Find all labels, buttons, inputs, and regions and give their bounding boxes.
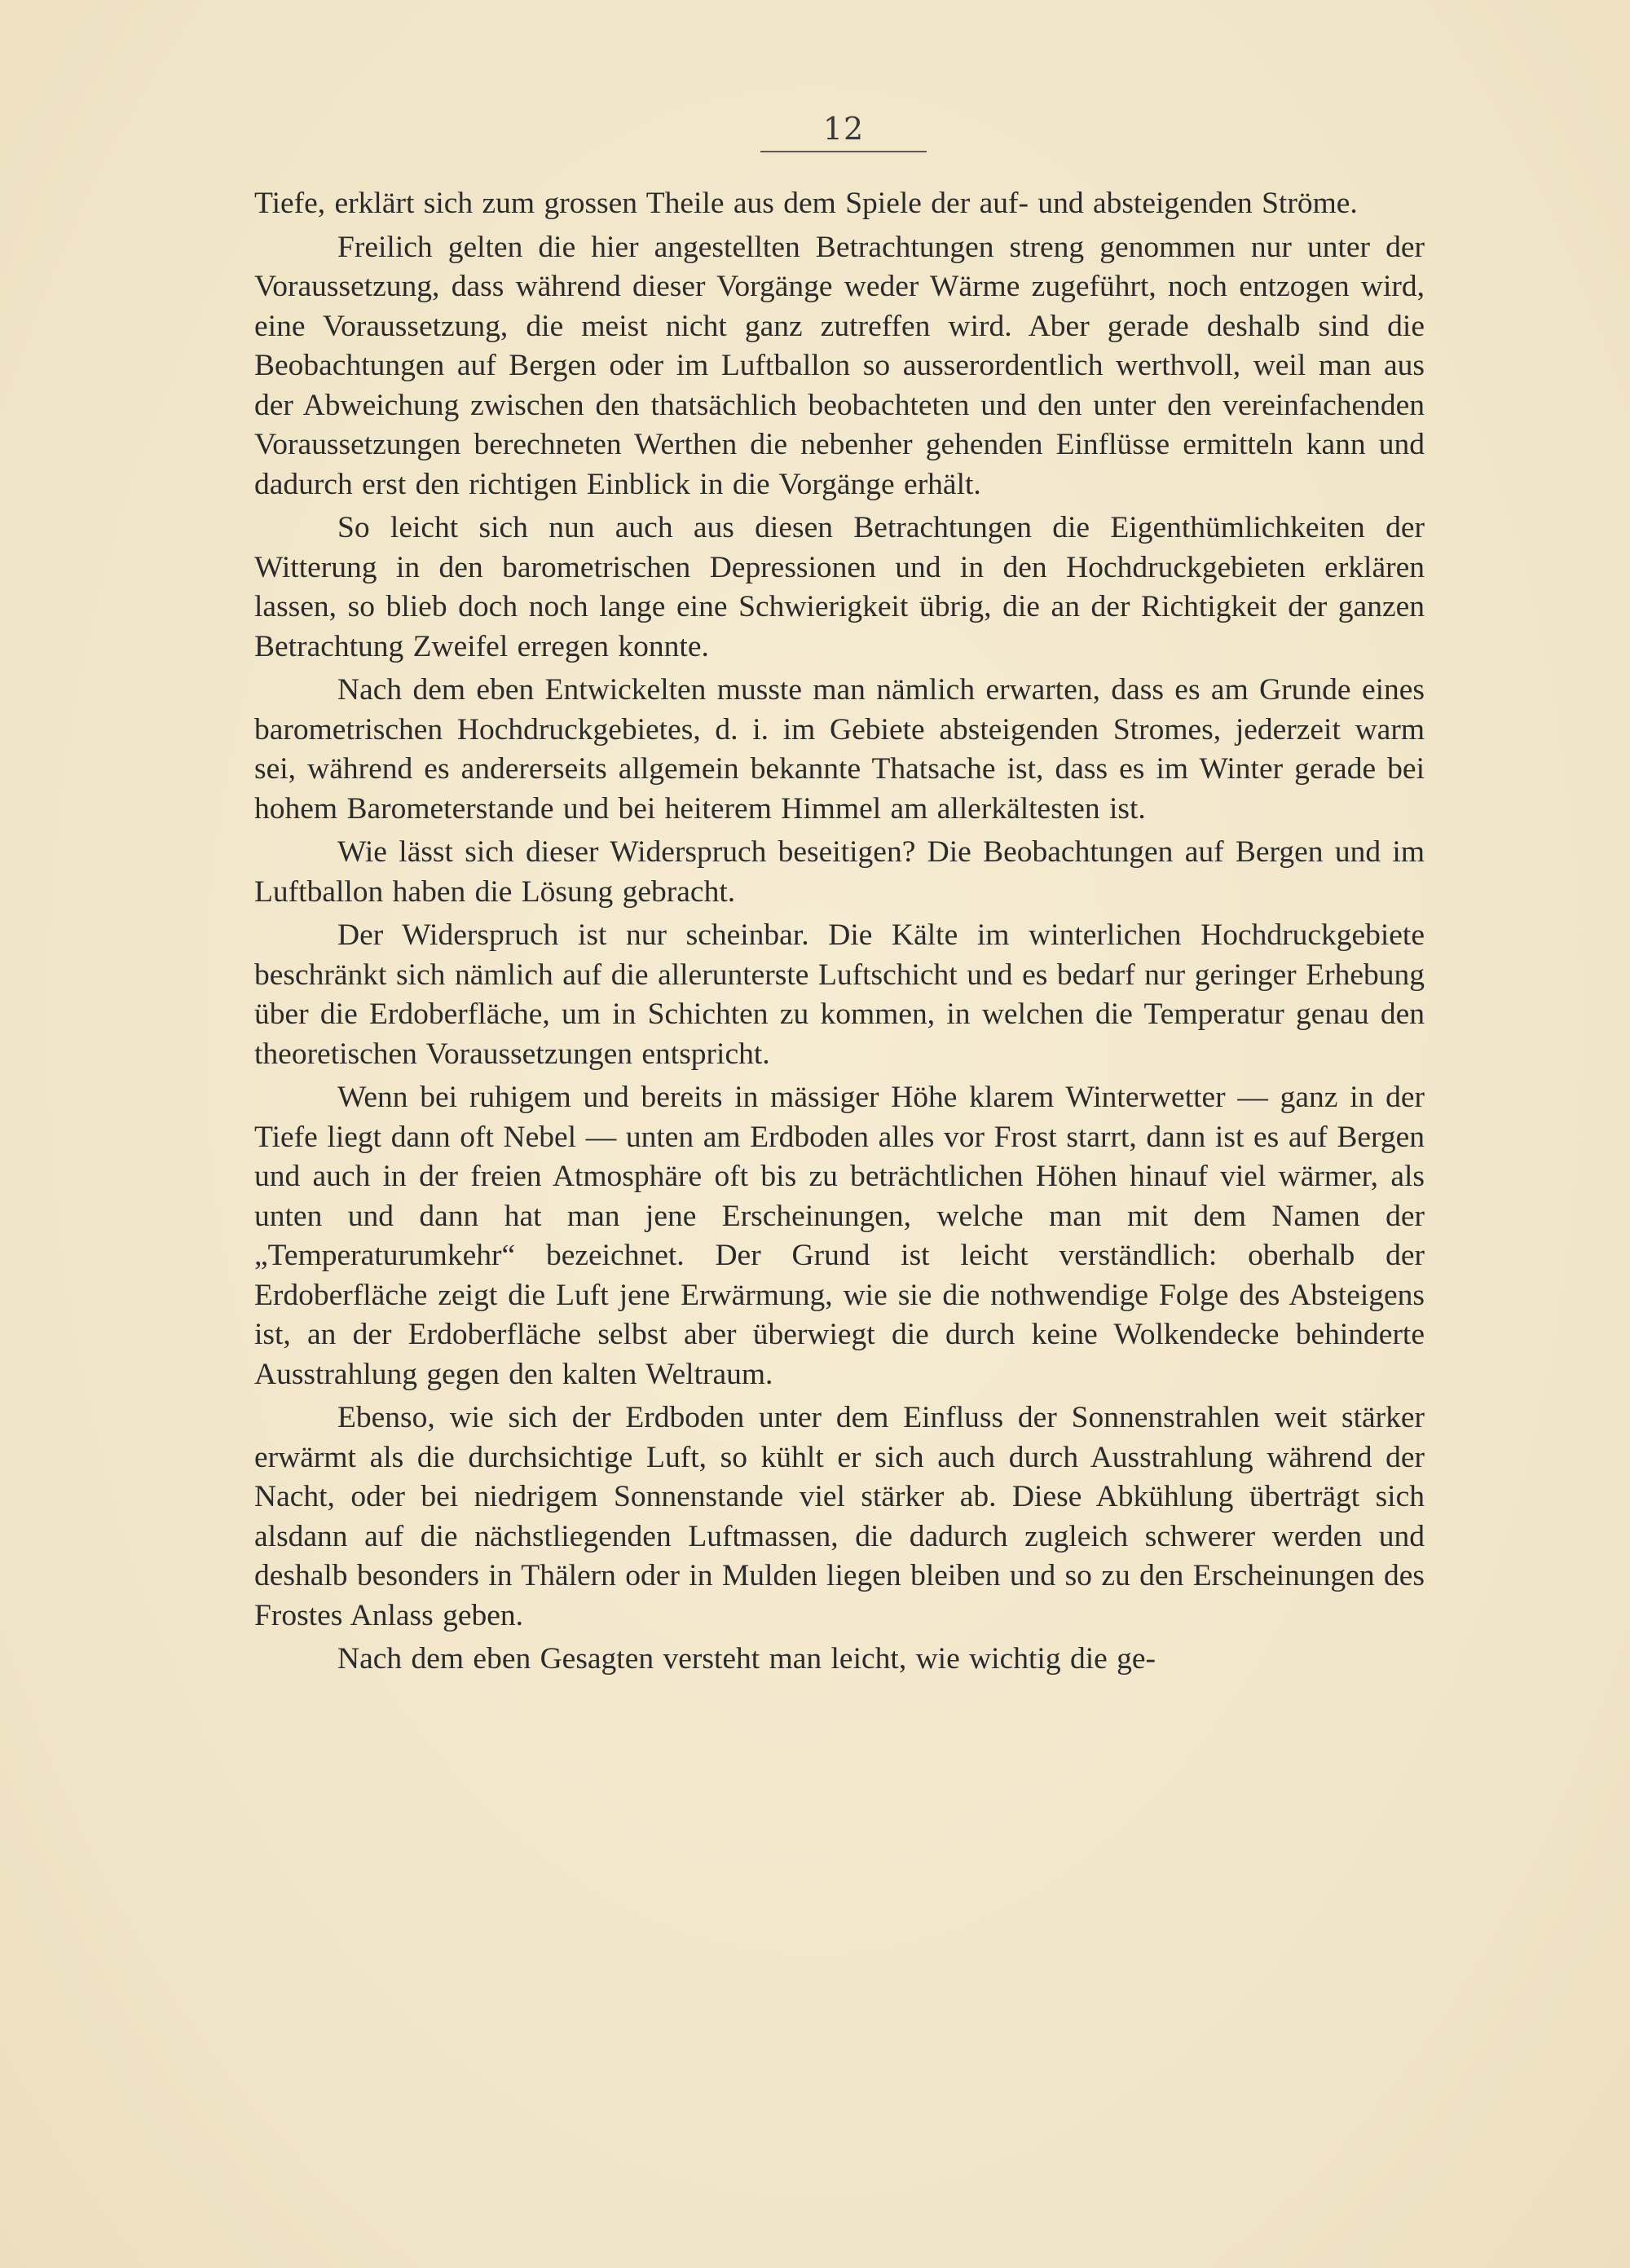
body-text (254, 184, 1425, 1684)
paragraph: Der Widerspruch ist nur scheinbar. Die Kälte im winterlichen Hochdruckgebiete beschränkt sich nämlich auf die allerunterste Luftschicht und es bedarf nur geringer Erhebung über die Erdoberfläche, um in Schichten zu kommen, in welchen die Temperatur genau den theoretischen Voraussetzungen entspricht. (254, 918, 1425, 1071)
page-number: 12 (822, 111, 865, 147)
paragraph: So leicht sich nun auch aus diesen Betrachtungen die Eigenthümlichkeiten der Witterung in den barometrischen Depressionen und in den Hochdruckgebieten erklären lassen, so blieb doch noch lange eine Schwierigkeit übrig, die an der Richtigkeit der ganzen Betrachtung Zweifel erregen konnte. (254, 511, 1425, 663)
paragraph: Nach dem eben Entwickelten musste man nämlich erwarten, dass es am Grunde eines barometrischen Hochdruckgebietes, d. i. im Gebiete absteigenden Stromes, jederzeit warm sei, während es andererseits allgemein bekannte Thatsache ist, dass es im Winter gerade bei hohem Barometerstande und bei heiterem Himmel am allerkältesten ist. (254, 673, 1425, 826)
header-rule (760, 151, 927, 152)
paragraph: Wie lässt sich dieser Widerspruch beseitigen? Die Beobachtungen auf Bergen und im Luftballon haben die Lösung gebracht. (254, 835, 1425, 909)
paragraph-continuation: Tiefe, erklärt sich zum grossen Theile aus dem Spiele der auf- und absteigenden Ströme. (254, 187, 1358, 220)
paragraph: Ebenso, wie sich der Erdboden unter dem Einfluss der Sonnenstrahlen weit stärker erwärmt als die durchsichtige Luft, so kühlt er sich auch durch Ausstrahlung während der Nacht, oder bei niedrigem Sonnenstande viel stärker ab. Diese Abkühlung überträgt sich alsdann auf die nächstliegenden Luftmassen, die dadurch zugleich schwerer werden und deshalb besonders in Thälern oder in Mulden liegen bleiben und so zu den Erscheinungen des Frostes Anlass geben. (254, 1401, 1425, 1632)
paragraph: Nach dem eben Gesagten versteht man leicht, wie wichtig die ge- (337, 1642, 1156, 1676)
paragraph: Wenn bei ruhigem und bereits in mässiger Höhe klarem Winterwetter — ganz in der Tiefe liegt dann oft Nebel — unten am Erdboden alles vor Frost starrt, dann ist es auf Bergen und auch in der freien Atmosphäre oft bis zu beträchtlichen Höhen hinauf viel wärmer, als unten und dann hat man jene Erscheinungen, welche man mit dem Namen der „Temperaturumkehr“ bezeichnet. Der Grund ist leicht verständlich: oberhalb der Erdoberfläche zeigt die Luft jene Erwärmung, wie sie die nothwendige Folge des Absteigens ist, an der Erdoberfläche selbst aber überwiegt die durch keine Wolkendecke behinderte Ausstrahlung gegen den kalten Weltraum. (254, 1081, 1425, 1391)
paragraph: Freilich gelten die hier angestellten Betrachtungen streng genommen nur unter der Voraussetzung, dass während dieser Vorgänge weder Wärme zugeführt, noch entzogen wird, eine Voraussetzung, die meist nicht ganz zutreffen wird. Aber gerade deshalb sind die Beobachtungen auf Bergen oder im Luftballon so ausserordentlich werthvoll, weil man aus der Abweichung zwischen den thatsächlich beobachteten und den unter den vereinfachenden Voraussetzungen berechneten Werthen die nebenher gehenden Einflüsse ermitteln kann und dadurch erst den richtigen Einblick in die Vorgänge erhält. (254, 230, 1425, 501)
